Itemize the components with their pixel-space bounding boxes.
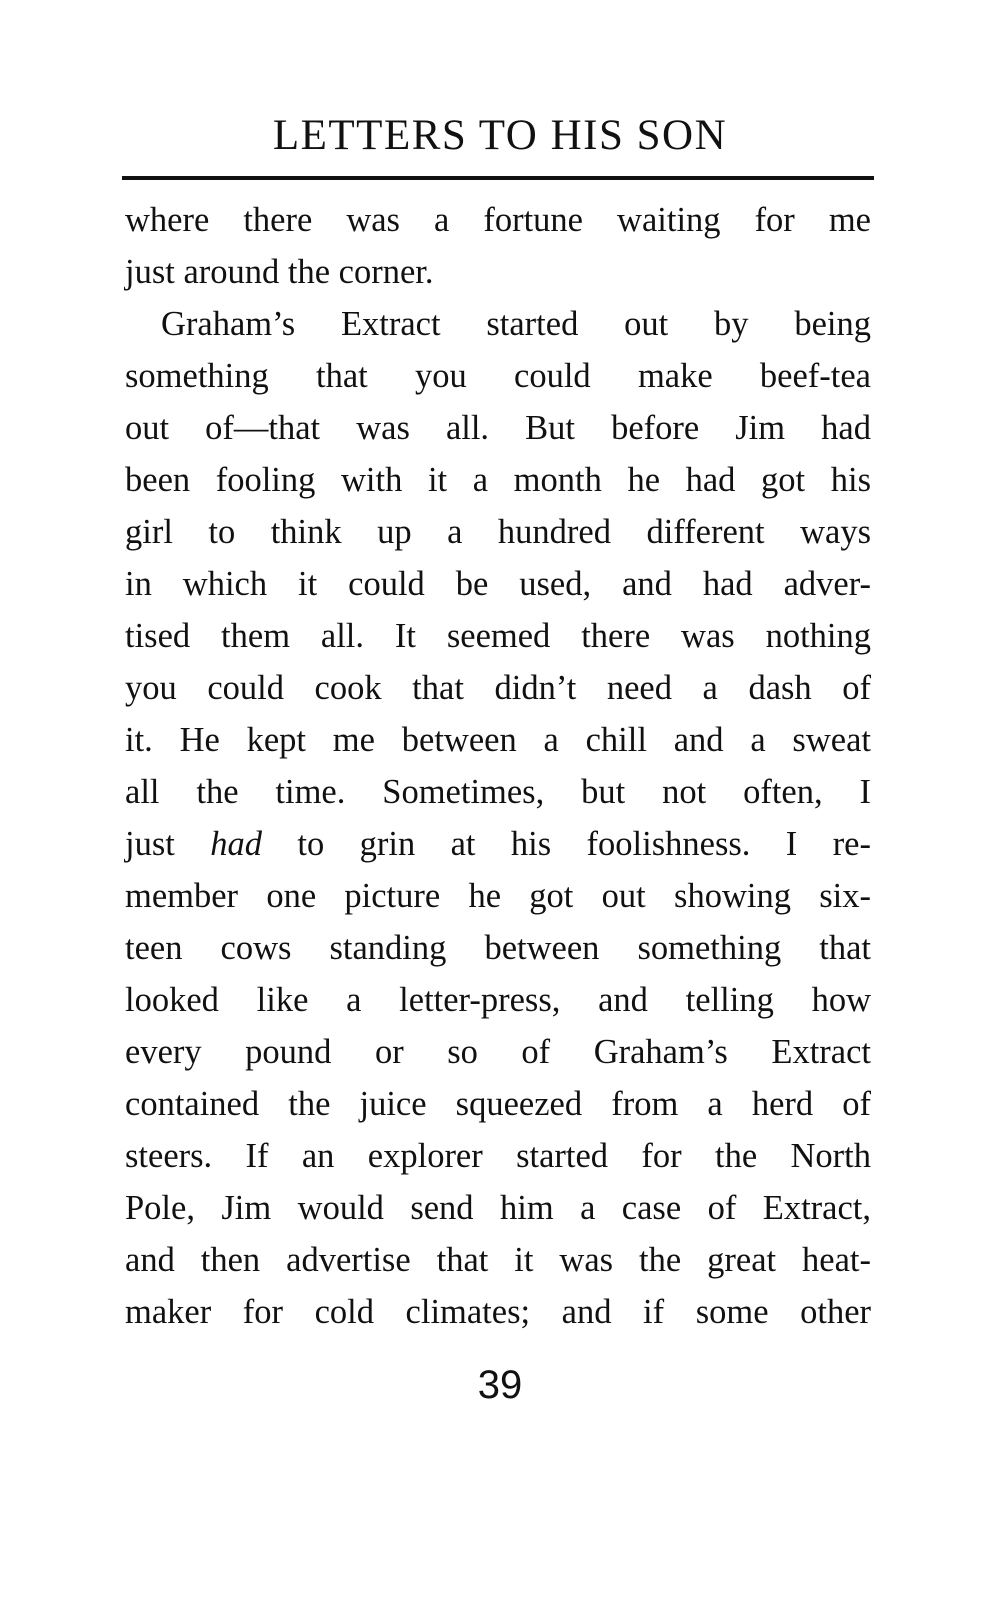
text-line: it. He kept me between a chill and a sweat [125,721,871,759]
text-line: something that you could make beef-tea [125,357,871,395]
text-line: all the time. Sometimes, but not often, I [125,773,871,811]
text-fragment: to grin at his foolishness. I re- [262,825,871,863]
text-line: been fooling with it a month he had got his [125,461,871,499]
text-line: Graham’s Extract started out by being [161,305,871,343]
text-line: tised them all. It seemed there was nothing [125,617,871,655]
emphasis-text: had [210,825,262,863]
body-text [125,194,871,1338]
text-line: Pole, Jim would send him a case of Extract, [125,1189,871,1227]
text-line: steers. If an explorer started for the North [125,1137,871,1175]
text-line: in which it could be used, and had adver- [125,565,871,603]
running-head: LETTERS TO HIS SON [272,112,728,159]
text-line: teen cows standing between something that [125,929,871,967]
text-line: just around the corner. [125,253,434,291]
page-number: 39 [477,1363,523,1407]
header-rule [122,176,874,180]
text-line: you could cook that didn’t need a dash of [125,669,871,707]
text-line: and then advertise that it was the great heat- [125,1241,871,1279]
text-line: contained the juice squeezed from a herd of [125,1085,871,1123]
text-line: member one picture he got out showing six- [125,877,871,915]
text-line: out of—that was all. But before Jim had [125,409,871,447]
text-line: where there was a fortune waiting for me [125,201,871,239]
text-line [125,818,871,870]
text-line: every pound or so of Graham’s Extract [125,1033,871,1071]
text-line: girl to think up a hundred different ways [125,513,871,551]
text-line: looked like a letter-press, and telling how [125,981,871,1019]
text-fragment: just [125,825,211,863]
text-line: maker for cold climates; and if some other [125,1293,871,1331]
